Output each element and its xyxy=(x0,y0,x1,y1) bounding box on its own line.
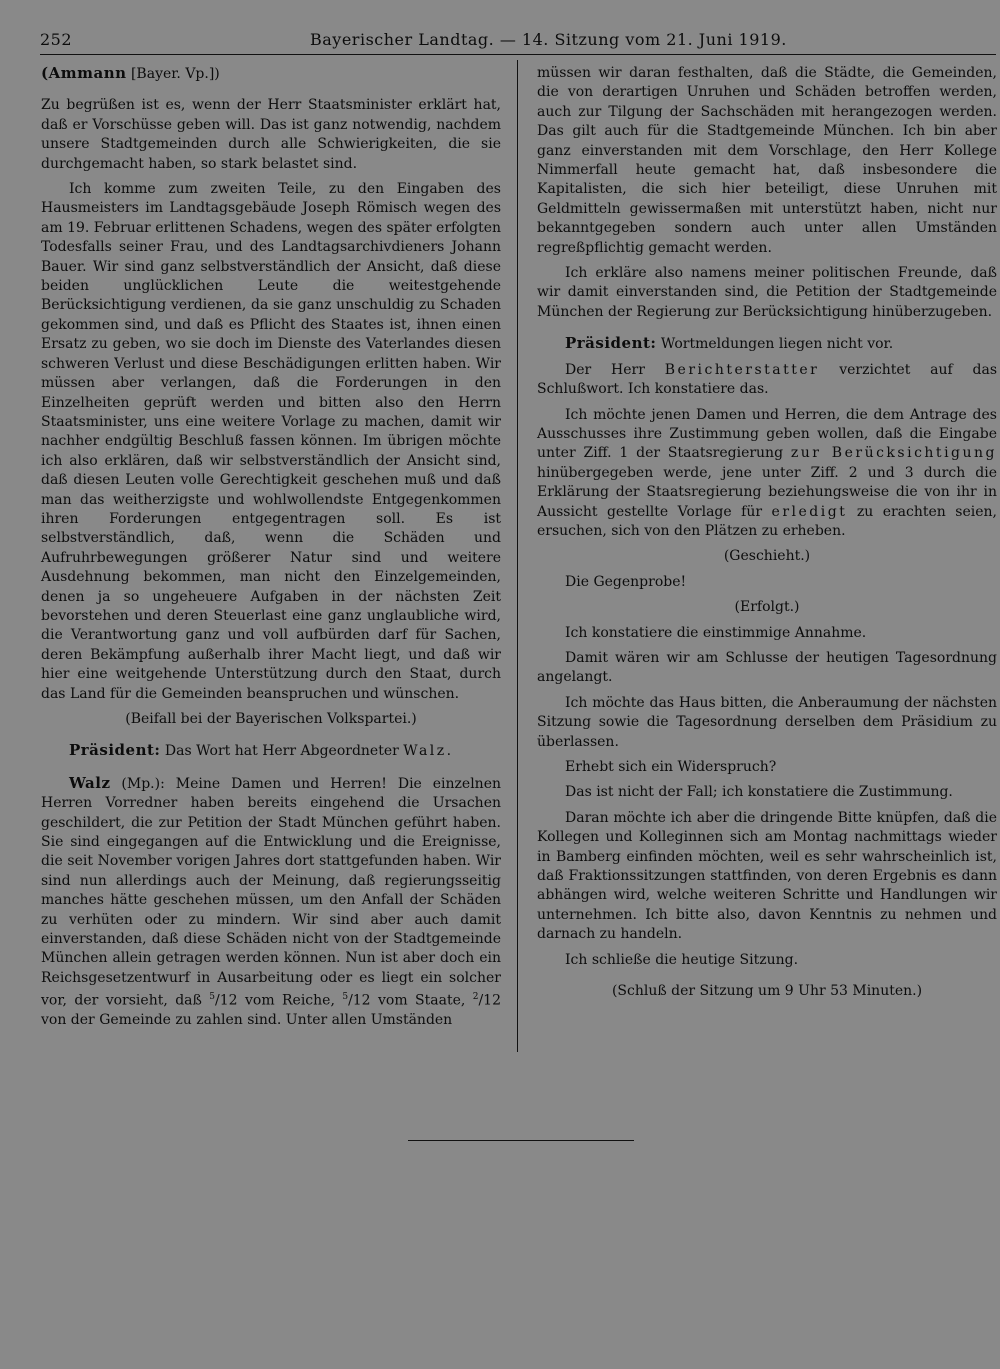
text-run: hinübergegeben werde, jene unter Ziff. 2 und 3 durch die Erklärung der Staatsregierung beziehungsweise die von ihr in Aussicht gestellte Vorlage für xyxy=(537,464,997,520)
president-statement xyxy=(41,741,501,761)
applause-note: (Beifall bei der Bayerischen Volkspartei.) xyxy=(125,711,417,727)
fraction-numerator: 5 xyxy=(342,992,349,1003)
president-text: Das Wort hat Herr Abgeordneter xyxy=(164,743,399,760)
text-run: zu erachten seien, ersuchen, sich von den Plätzen zu erheben. xyxy=(537,503,998,539)
page-number: 252 xyxy=(40,30,73,49)
speaker-party: (Mp.): xyxy=(121,775,165,792)
paragraph: Erhebt sich ein Widerspruch? xyxy=(565,759,777,775)
walz-speech xyxy=(41,774,501,1031)
speaker-continuation xyxy=(41,64,501,84)
speech-text: /12 vom Reiche, xyxy=(215,992,335,1009)
paragraph: Ich schließe die heutige Sitzung. xyxy=(565,951,799,968)
paragraph: Damit wären wir am Schlusse der heutigen Tagesordnung angelangt. xyxy=(537,649,997,686)
text-run: verzichtet auf das Schlußwort. Ich konstatiere das. xyxy=(537,361,998,398)
header-rule xyxy=(40,54,996,55)
spaced-term: zur Berücksichtigung xyxy=(790,445,997,462)
paragraph xyxy=(537,361,997,400)
president-label: Präsident: xyxy=(565,334,657,353)
paragraph: Ich konstatiere die einstimmige Annahme. xyxy=(565,624,867,641)
end-rule xyxy=(408,1140,634,1141)
spaced-term: erledigt xyxy=(771,503,848,520)
speaker-reference: Walz. xyxy=(403,743,454,760)
paragraph: müssen wir daran festhalten, daß die Städte, die Gemeinden, die von derartigen Unruhen und Schäden betroffen werden, auch zur Tilgung der Sachschäden mit herangezogen werden. Das gilt auch für die Stadtgemeinde München. Ich bin aber ganz einverstanden mit dem Vorschlage, den Herr Kollege Nimmerfall heute gemacht hat, daß insbesondere die Kapitalisten, die sich hier beteiligt, diese Unruhen mit Geldmitteln gewissermaßen mit unterstützt haben, nicht nur bekanntgegeben sondern auch unter allen Umständen regreßpflichtig gemacht werden. xyxy=(537,65,997,256)
paragraph: Zu begrüßen ist es, wenn der Herr Staatsminister erklärt hat, daß er Vorschüsse geben will. Das ist ganz notwendig, nachdem unsere Stadtgemeinden durch alle Schwierigkeiten, die sie durchgemacht haben, so stark belastet sind. xyxy=(41,97,501,172)
right-column xyxy=(537,64,997,1001)
session-end-note: (Schluß der Sitzung um 9 Uhr 53 Minuten.) xyxy=(611,983,923,1000)
paragraph: Daran möchte ich aber die dringende Bitte knüpfen, daß die Kollegen und Kolleginnen sich am Montag nachmittags wieder in Bamberg einfinden möchten, weil es sehr wahrscheinlich ist, daß Fraktionssitzungen stattfinden, von deren Ergebnis es dann abhängen wird, welche weiteren Schritte und Handlungen wir unternehmen. Ich bitte also, davon Kenntnis zu nehmen und darnach zu handeln. xyxy=(537,809,997,943)
text-run: Der Herr xyxy=(565,361,645,378)
paragraph: Die Gegenprobe! xyxy=(565,573,687,590)
column-divider xyxy=(517,60,518,1052)
speech-text: /12 vom Staate, xyxy=(348,992,466,1009)
speech-text: /12 von der Gemeinde zu zahlen sind. Unter allen Umständen xyxy=(41,992,501,1029)
left-column xyxy=(41,64,501,1031)
text-run: Ich möchte jenen Damen und Herren, die dem Antrage des Ausschusses ihre Zustimmung geben wollen, daß die Eingabe unter Ziff. 1 der Staatsregierung xyxy=(537,406,997,462)
paragraph: Das ist nicht der Fall; ich konstatiere die Zustimmung. xyxy=(565,784,953,801)
procedure-note: (Erfolgt.) xyxy=(734,599,800,616)
running-head: Bayerischer Landtag. — 14. Sitzung vom 21. Juni 1919. xyxy=(310,30,787,49)
speaker-name: Walz xyxy=(69,773,111,792)
paragraph xyxy=(537,406,997,542)
president-statement xyxy=(537,334,997,354)
speaker-name: (Ammann xyxy=(41,64,127,82)
spaced-term: Berichterstatter xyxy=(664,361,820,378)
speaker-party: [Bayer. Vp.]) xyxy=(130,66,220,82)
paragraph: Ich möchte das Haus bitten, die Anberaumung der nächsten Sitzung sowie die Tagesordnung derselben dem Präsidium zu überlassen. xyxy=(537,694,997,750)
fraction-numerator: 5 xyxy=(209,992,216,1003)
paragraph: Ich komme zum zweiten Teile, zu den Eingaben des Hausmeisters im Landtagsgebäude Joseph Römisch wegen des am 19. Februar erlittenen Schadens, wegen des später erfolgten Todesfalls seiner Frau, und des Landtagsarchivdieners Johann Bauer. Wir sind ganz selbstverständlich der Ansicht, daß diese beiden unglücklichen Leute die weitestgehende Berücksichtigung verdienen, da sie ganz unschuldig zu Schaden gekommen sind, und daß es Pflicht des Staates ist, ihnen einen Ersatz zu geben, wo sie doch im Dienste des Vaterlandes diesen schweren Verlust und diese Beschädigungen erlitten haben. Wir müssen aber verlangen, daß die Forderungen in den Einzelheiten geprüft werden und bitten also den Herrn Staatsminister, uns eine weitere Vorlage zu machen, damit wir nachher endgültig Beschluß fassen können. Im übrigen möchte ich also erklären, daß wir selbstverständlich der Ansicht sind, daß diesen Leuten volle Gerechtigkeit geschehen muß und daß man das weitherzigste und wohlwollendste Entgegenkommen ihren Forderungen entgegentragen soll. Es ist selbstverständlich, daß, wenn die Schäden und Aufruhrbewegungen größerer Natur sind und weitere Ausdehnung bekommen, man nicht den Einzelgemeinden, denen ja so ungeheuere Aufgaben in der nächsten Zeit bevorstehen und deren Steuerlast eine ganz unglaubliche wird, die Verantwortung ganz und voll aufbürden darf für Sachen, deren Bekämpfung außerhalb ihrer Macht liegt, und daß wir hier eine weitgehende Unterstützung durch den Staat, durch das Land für die Gemeinden beanspruchen und wünschen. xyxy=(41,181,501,702)
president-label: Präsident: xyxy=(69,741,161,760)
speech-text: Meine Damen und Herren! Die einzelnen Herren Vorredner haben bereits eingehend die Ursachen geschildert, die zur Petition der Stadt München geführt haben. Sie sind eingegangen auf die Entwicklung und die Ereignisse, die seit November vorigen Jahres dort stattgefunden haben. Wir sind nun allerdings auch der Meinung, daß regierungsseitig manches hätte geschehen müssen, um den Anfall der Schäden zu verhüten oder zu mindern. Wir sind aber auch damit einverstanden, daß diese Schäden nicht von der Stadtgemeinde München allein getragen werden können. Nun ist aber doch ein Reichsgesetzentwurf in Ausarbeitung oder es liegt ein solcher vor, der vorsieht, daß xyxy=(41,775,501,1009)
paragraph: Ich erkläre also namens meiner politischen Freunde, daß wir damit einverstanden sind, die Petition der Stadtgemeinde München der Regierung zur Berücksichtigung hinüberzugeben. xyxy=(537,265,997,320)
president-text: Wortmeldungen liegen nicht vor. xyxy=(660,336,894,353)
fraction-numerator: 2 xyxy=(472,992,479,1003)
procedure-note: (Geschieht.) xyxy=(723,548,811,565)
